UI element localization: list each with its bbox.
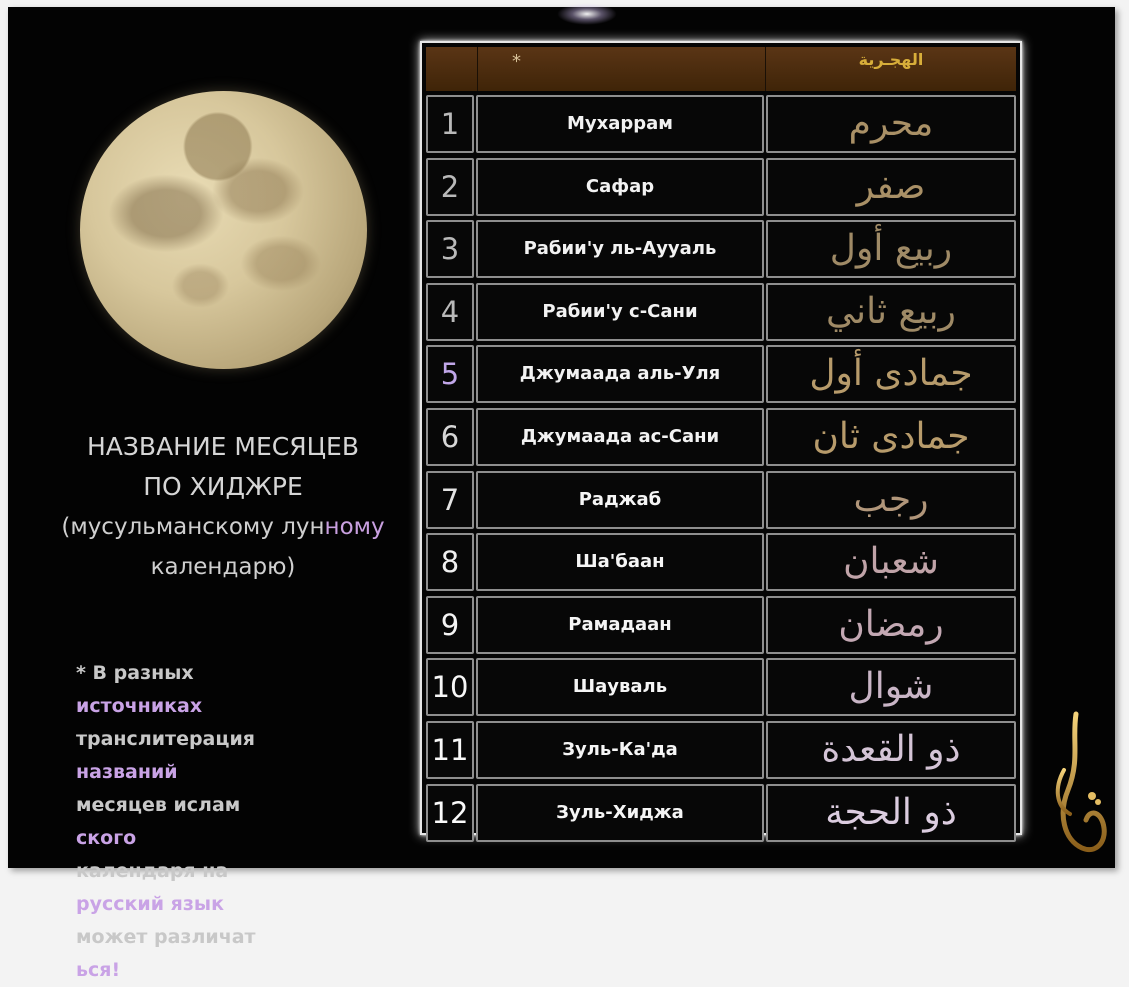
month-name-arabic: رجب: [853, 478, 929, 520]
month-russian-cell: [476, 471, 764, 529]
month-arabic-cell: [766, 658, 1016, 716]
month-russian-cell: [476, 345, 764, 403]
header-hijri: الهجـرية: [765, 47, 1016, 91]
month-name-arabic: جمادى ثان: [812, 416, 970, 457]
month-number-cell: [426, 471, 474, 529]
note-line-3: месяцев ислам ского: [76, 794, 241, 849]
table-row: [426, 283, 1016, 345]
light-glow: [557, 3, 617, 25]
month-number-cell: [426, 158, 474, 216]
month-name-arabic: شوال: [848, 666, 934, 708]
month-arabic-cell: [766, 220, 1016, 278]
month-russian-cell: [476, 533, 764, 591]
poster: [8, 7, 1115, 981]
month-number-cell: [426, 596, 474, 654]
month-number-cell: [426, 784, 474, 842]
full-moon-image: [80, 91, 367, 369]
month-name-arabic: شعبان: [843, 541, 939, 583]
month-number: 9: [440, 607, 460, 642]
note-line-4: календаря на русский язык: [76, 860, 229, 915]
table-row: [426, 596, 1016, 658]
month-arabic-cell: [766, 95, 1016, 153]
month-name-russian: Рабии'у ль-Аууаль: [523, 238, 717, 260]
month-name-russian: Рабии'у с-Сани: [542, 300, 698, 322]
month-arabic-cell: [766, 158, 1016, 216]
title-line-2: ПО ХИДЖРЕ: [143, 472, 303, 501]
calligraphy-logo-icon: [1046, 710, 1114, 860]
month-name-russian: Джумаада аль-Уля: [519, 363, 721, 385]
month-name-russian: Джумаада ас-Сани: [520, 426, 720, 447]
month-name-russian: Рамадаан: [568, 613, 672, 635]
month-russian-cell: [476, 95, 764, 153]
poster-title: [28, 427, 418, 587]
note-line-2: транслитерация названий: [76, 728, 255, 783]
month-russian-cell: [476, 220, 764, 278]
month-number: 6: [440, 420, 460, 454]
table-row: [426, 158, 1016, 220]
month-number: 5: [440, 357, 460, 392]
month-number: 4: [440, 294, 460, 329]
month-name-russian: Зуль-Хиджа: [556, 801, 684, 823]
month-name-arabic: ذو القعدة: [821, 729, 961, 770]
table-row: [426, 721, 1016, 783]
month-number: 12: [431, 795, 469, 830]
table-header: [426, 47, 1016, 91]
table-row: [426, 533, 1016, 595]
note-line-5: может различат ься!: [76, 926, 256, 981]
month-russian-cell: [476, 158, 764, 216]
table-row: [426, 345, 1016, 407]
month-name-russian: Зуль-Ка'да: [562, 739, 678, 760]
month-arabic-cell: [766, 533, 1016, 591]
months-table: [420, 41, 1022, 835]
title-line-1: НАЗВАНИЕ МЕСЯЦЕВ: [87, 432, 359, 461]
title-line-4: календарю): [150, 554, 296, 580]
month-name-arabic: رمضان: [838, 603, 944, 645]
month-name-russian: Сафар: [585, 175, 655, 197]
note-line-1: * В разных источниках: [76, 662, 203, 717]
month-number-cell: [426, 721, 474, 779]
month-number: 2: [440, 169, 460, 204]
month-number-cell: [426, 533, 474, 591]
month-russian-cell: [476, 784, 764, 842]
title-line-3: (мусульманскому лунному: [61, 514, 385, 540]
month-arabic-cell: [766, 721, 1016, 779]
month-number-cell: [426, 220, 474, 278]
table-row: [426, 408, 1016, 470]
header-star: *: [477, 47, 765, 91]
table-row: [426, 784, 1016, 846]
table-row: [426, 471, 1016, 533]
month-arabic-cell: [766, 471, 1016, 529]
header-number-cell: [426, 47, 476, 91]
month-name-russian: Шауваль: [572, 676, 668, 698]
month-russian-cell: [476, 596, 764, 654]
month-name-arabic: ربيع ثاني: [826, 290, 956, 332]
month-number: 3: [440, 232, 460, 267]
month-number-cell: [426, 345, 474, 403]
transliteration-note: [76, 657, 406, 987]
month-name-arabic: ذو الحجة: [825, 791, 957, 833]
month-number: 1: [440, 107, 460, 141]
month-number-cell: [426, 658, 474, 716]
month-name-arabic: جمادى أول: [809, 353, 973, 395]
month-russian-cell: [476, 408, 764, 466]
month-arabic-cell: [766, 408, 1016, 466]
month-number: 10: [431, 670, 469, 705]
month-arabic-cell: [766, 283, 1016, 341]
month-russian-cell: [476, 721, 764, 779]
month-russian-cell: [476, 283, 764, 341]
month-number-cell: [426, 408, 474, 466]
month-number-cell: [426, 95, 474, 153]
month-name-russian: Мухаррам: [566, 113, 674, 134]
table-row: [426, 658, 1016, 720]
month-number-cell: [426, 283, 474, 341]
month-name-arabic: محرم: [848, 103, 934, 144]
month-name-arabic: صفر: [856, 165, 926, 207]
month-name-russian: Ша'баан: [575, 551, 665, 573]
month-russian-cell: [476, 658, 764, 716]
month-number: 7: [440, 482, 460, 517]
month-name-russian: Раджаб: [578, 488, 662, 510]
month-number: 11: [431, 733, 469, 767]
month-number: 8: [440, 545, 460, 580]
table-row: [426, 220, 1016, 282]
month-arabic-cell: [766, 596, 1016, 654]
month-arabic-cell: [766, 345, 1016, 403]
table-row: [426, 95, 1016, 157]
month-arabic-cell: [766, 784, 1016, 842]
month-name-arabic: ربيع أول: [829, 228, 953, 270]
